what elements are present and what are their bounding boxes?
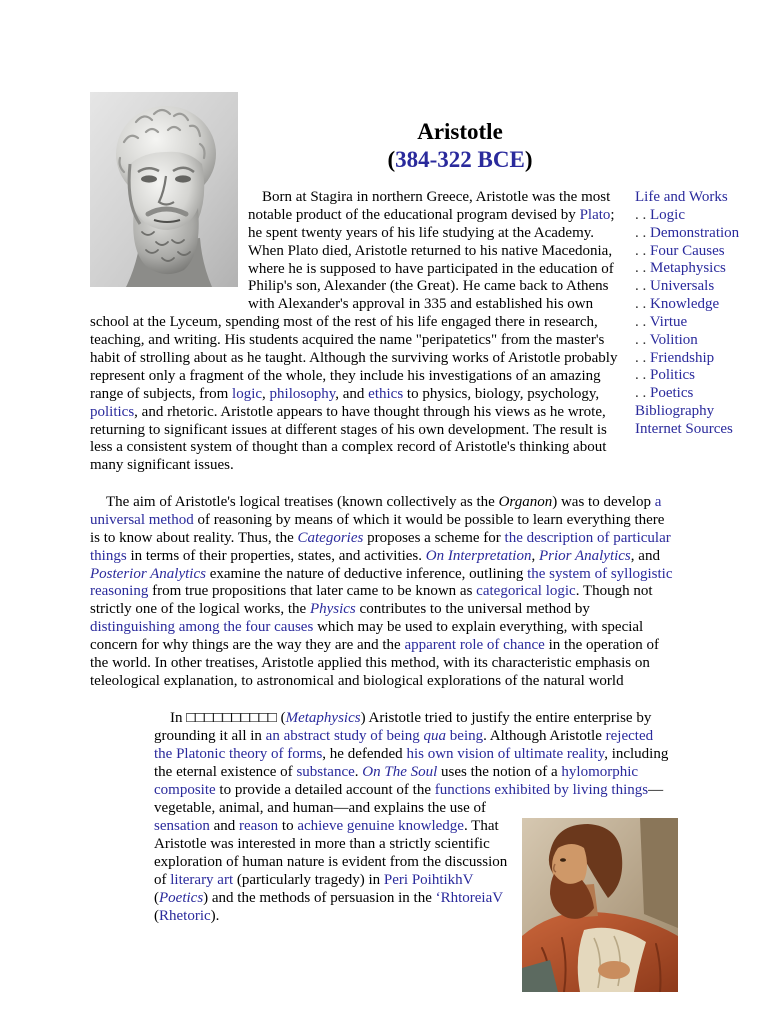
text-run: examine the nature of deductive inference, outlining [205,565,528,582]
toc-item-demonstration [635,225,739,243]
text-line [154,745,668,763]
text-run: ( [154,890,159,906]
toc-indent-dots: . . [635,349,650,366]
link-on-interpretation[interactable]: On Interpretation [425,547,532,564]
link-the-system-of-syllogistic[interactable]: the system of syllogistic [527,565,673,582]
text-run: from true propositions that later came to be known as [148,583,477,600]
text-line [90,296,617,314]
aristotle-painting-image [522,818,678,992]
text-run: , [531,547,539,564]
link-universal-method[interactable]: universal method [90,511,194,528]
text-line [90,350,617,368]
link-politics[interactable]: politics [90,403,135,420]
link-ethics[interactable]: ethics [368,385,404,402]
link-qua[interactable]: qua [423,728,447,744]
link-poetics[interactable]: Poetics [159,890,204,906]
toc-indent-dots: . . [635,224,650,241]
toc-link-volition[interactable]: Volition [649,331,698,348]
link-reasoning[interactable]: reasoning [90,583,149,600]
toc-indent-dots: . . [635,367,650,384]
text-run: notable product of the educational program devised by [248,206,580,223]
text-line [90,261,617,279]
text-line [90,278,617,296]
toc-indent-dots: . . [635,313,650,330]
toc-link-four-causes[interactable]: Four Causes [650,242,725,259]
text-line [90,368,617,386]
link-functions-exhibited-by-living-things[interactable]: functions exhibited by living things [434,782,649,798]
text-line [90,512,673,530]
text-line [154,709,668,727]
link-plato[interactable]: Plato [579,206,611,223]
text-run: which may be used to explain everything, with special [313,619,644,636]
text-run: vegetable, animal, and human—and explains the use of [154,800,486,816]
toc-item-metaphysics [635,260,739,278]
text-run: , and [335,385,369,402]
toc-link-demonstration[interactable]: Demonstration [650,224,740,241]
text-run: the world. In other treatises, Aristotle applied this method, with its characteristic emphasis on [90,655,650,672]
toc-item-bibliography [635,403,739,421]
text-line [90,243,617,261]
text-line [90,225,617,243]
text-run: Philip's son, Alexander (the Great). He came back to Athens [248,278,609,295]
text-line [90,332,617,350]
link-sensation[interactable]: sensation [154,818,210,834]
text-line [154,727,668,745]
text-line [90,637,673,655]
text-run: . That [463,818,499,834]
text-line [90,583,673,601]
link-posterior-analytics[interactable]: Posterior Analytics [90,565,206,582]
toc-item-four-causes [635,243,739,261]
toc-item-life-and-works [635,189,739,207]
page-title: Aristotle [417,119,503,144]
toc-item-virtue [635,314,739,332]
text-run: concern for why things are the way they are and the [90,637,405,654]
text-run: ). [210,908,220,924]
toc-indent-dots: . . [635,385,650,402]
link-physics[interactable]: Physics [309,601,356,618]
text-run: (particularly tragedy) in [233,872,384,888]
text-run: Aristotle was interested in more than a strictly scientific [154,836,490,852]
text-run: in terms of their properties, states, and activities. [126,547,426,564]
toc-indent-dots: . . [635,278,650,295]
toc-item-friendship [635,350,739,368]
toc-link-internet-sources[interactable]: Internet Sources [635,420,733,437]
link-prior-analytics[interactable]: Prior Analytics [538,547,631,564]
toc-indent-dots: . . [635,331,650,348]
text-run: school at the Lyceum, spending most of the rest of his life engaged there in research, [90,314,598,331]
text-line [90,314,617,332]
text-run: many significant issues. [90,457,234,474]
text-run: and [209,818,239,834]
toc-indent-dots: . . [635,260,650,277]
text-run: , he defended [322,746,407,762]
text-run: Organon [498,494,553,510]
toc-link-life-and-works[interactable]: Life and Works [635,189,728,205]
toc-item-volition [635,332,739,350]
toc-indent-dots: . . [635,242,650,259]
text-run: The aim of Aristotle's logical treatises (known collectively as the [106,494,499,510]
text-run: exploration of human nature is evident from the discussion [154,854,508,870]
toc-link-poetics[interactable]: Poetics [650,385,694,402]
text-run: . Although Aristotle [483,728,606,744]
text-run: less a consistent system of thought than a complex record of Aristotle's thinking about [90,439,607,456]
text-line [90,673,673,691]
link-reason[interactable]: reason [239,818,279,834]
text-run: of reasoning by means of which it would be possible to learn everything there [193,511,665,528]
text-line [90,457,617,475]
text-line [90,386,617,404]
toc-item-politics [635,367,739,385]
text-run: to physics, biology, psychology, [403,385,600,402]
text-run: the eternal existence of [154,764,297,780]
text-run: ) Aristotle tried to justify the entire enterprise by [360,710,652,726]
toc-item-logic [635,207,739,225]
text-run: , including [604,746,669,762]
link-a[interactable]: a [654,494,662,510]
text-run: , and rhetoric. Aristotle appears to have thought through his views as he wrote, [134,403,606,420]
dates-link[interactable]: 384-322 BCE [395,147,525,172]
text-run: teleological explanation, to astronomical and biological explorations of the natural world [90,672,624,689]
text-line [90,530,673,548]
link-the-description-of-particular[interactable]: the description of particular [504,529,671,546]
text-run: to [278,818,298,834]
link-metaphysics[interactable]: Metaphysics [285,710,361,726]
link-categories[interactable]: Categories [297,529,364,546]
text-run: — [648,782,664,798]
text-run: returning to significant issues at different stages of his own development. The result is [90,421,607,438]
toc-indent-dots: . . [635,206,650,223]
link-rhetoric[interactable]: Rhetoric [159,908,211,924]
toc-link-metaphysics[interactable]: Metaphysics [650,260,726,277]
toc-link-friendship[interactable]: Friendship [650,349,715,366]
text-run: of [154,872,171,888]
toc-item-knowledge [635,296,739,314]
link-literary-art[interactable]: literary art [170,872,234,888]
link-philosophy[interactable]: philosophy [269,385,336,402]
link-hylomorphic[interactable]: hylomorphic [561,764,639,780]
text-run: where he is supposed to have participated in the education of [248,260,614,277]
text-run: Born at Stagira in northern Greece, Aristotle was the most [262,189,611,205]
text-run: with Alexander's approval in 335 and established his own [248,296,594,313]
text-run: in the operation of [544,637,659,654]
text-line [90,601,673,619]
text-line [90,189,617,207]
link-composite[interactable]: composite [154,782,216,798]
life-paragraph [90,189,617,475]
link-his-own-vision-of-ultimate-reality[interactable]: his own vision of ultimate reality [406,746,605,762]
text-line [90,655,673,673]
text-run: ) and the methods of persuasion in the [203,890,436,906]
link-substance[interactable]: substance [296,764,355,780]
text-line [90,494,673,512]
link-on-the-soul[interactable]: On The Soul [362,764,438,780]
text-run: . [354,764,363,780]
text-line [90,207,617,225]
link-logic[interactable]: logic [232,385,263,402]
link-the-platonic-theory-of-forms[interactable]: the Platonic theory of forms [154,746,323,762]
life-dates [238,146,682,174]
text-line [90,404,617,422]
toc-item-internet-sources [635,421,739,439]
text-run: . Though not [575,583,653,600]
text-line [154,799,668,817]
dates-open-paren: ( [387,147,396,172]
text-run: he spent twenty years of his life studying at the Academy. [248,224,595,241]
toc-link-knowledge[interactable]: Knowledge [650,296,720,313]
link-things[interactable]: things [90,547,127,564]
toc-indent-dots: . . [635,296,650,313]
text-run: teaching, and writing. His students acquired the name "peripatetics" from the master's [90,332,605,349]
link-distinguishing-among-the-four-causes[interactable]: distinguishing among the four causes [90,619,314,636]
text-run: grounding it all in [154,728,266,744]
text-run: to provide a detailed account of the [215,782,435,798]
text-run: is to know about reality. Thus, the [90,529,298,546]
text-line [90,566,673,584]
text-line [154,781,668,799]
link-achieve-genuine-knowledge[interactable]: achieve genuine knowledge [297,818,464,834]
table-of-contents [635,189,739,439]
text-run: , and [630,547,660,564]
text-run: strictly one of the logical works, the [90,601,310,618]
text-line [154,763,668,781]
text-line [90,422,617,440]
link-peri-poihtikhv[interactable]: Peri PoihtikhV [383,872,474,888]
text-run: represent only a fragment of the whole, they include his investigations of an amazing [90,367,601,384]
toc-link-virtue[interactable]: Virtue [649,313,688,330]
text-run: , [262,385,270,402]
text-run: When Plato died, Aristotle returned to his native Macedonia, [248,242,613,259]
text-run: proposes a scheme for [363,529,505,546]
link-categorical-logic[interactable]: categorical logic [476,583,576,600]
text-line [90,548,673,566]
link-being[interactable]: being [446,728,484,744]
link-apparent-role-of-chance[interactable]: apparent role of chance [404,637,545,654]
toc-link-politics[interactable]: Politics [650,367,696,384]
text-run: ( [154,908,159,924]
link-rejected[interactable]: rejected [605,728,654,744]
dates-close-paren: ) [524,147,533,172]
toc-link-bibliography[interactable]: Bibliography [635,403,715,420]
text-run: uses the notion of a [437,764,562,780]
text-line [90,439,617,457]
toc-link-logic[interactable]: Logic [650,206,685,223]
text-run: ; [610,206,615,223]
text-run: In □□□□□□□□□□ ( [170,710,286,726]
toc-item-poetics [635,385,739,403]
link-an-abstract-study-of-being[interactable]: an abstract study of being [265,728,424,744]
link-rhtoreiav[interactable]: ‘RhtoreiaV [435,890,504,906]
title-block [238,118,682,174]
toc-link-universals[interactable]: Universals [650,278,715,295]
toc-item-universals [635,278,739,296]
text-line [90,619,673,637]
text-run: habit of strolling about as he taught. Although the surviving works of Aristotle probably [90,350,618,367]
text-run: range of subjects, from [90,385,233,402]
logic-paragraph [90,494,673,691]
text-run: contributes to the universal method by [355,601,590,618]
text-run: ) was to develop [552,494,655,510]
